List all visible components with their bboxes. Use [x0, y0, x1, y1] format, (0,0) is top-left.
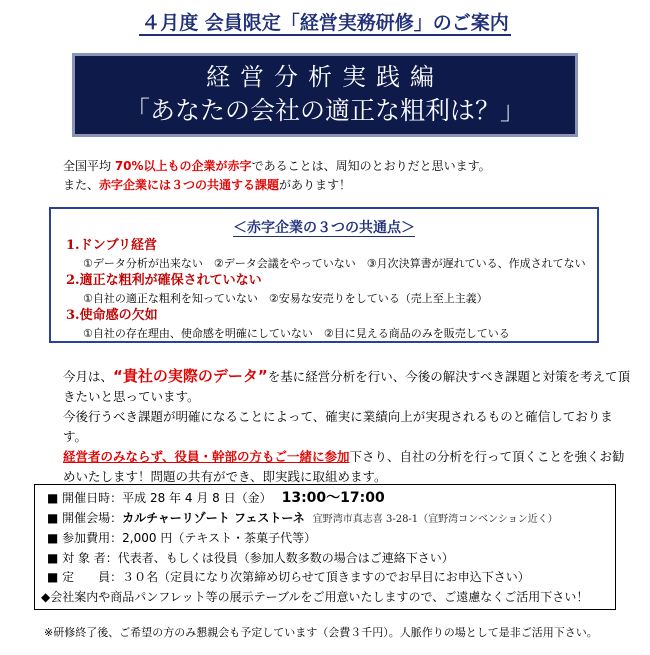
seminar-banner	[72, 53, 578, 137]
body-p3-b: 下さり、自社の分析を行って頂くことを強くお勧めいたします！問題の共有ができ、即実践に取組めます。	[63, 449, 625, 484]
detail-note-row: ◆会社案内や商品パンフレット等の展示テーブルをご用意いたしますので、ご遠慮なくご活用下さい！	[41, 589, 589, 604]
banner-main-title: 「あなたの会社の適正な粗利は？」	[124, 96, 525, 125]
detail-capacity-value: ３０名（定員になり次第締め切らせて頂きますのでお早目にお申込下さい）	[122, 570, 530, 584]
intro-line-2-highlight: 赤字企業には３つの共通する課題	[99, 178, 280, 192]
detail-target-row	[47, 549, 615, 569]
intro-line-2-a: また、	[63, 178, 100, 192]
detail-time-value: 13:00〜17:00	[281, 490, 385, 506]
common-points-heading-text: ＜赤字企業の３つの共通点＞	[233, 220, 415, 236]
common-point-detail-3: ①自社の存在理由、使命感を明確にしていない ②目に見える商品のみを販売している	[83, 327, 510, 340]
body-p1-quote: “貴社の実際のデータ”	[113, 367, 268, 385]
intro-line-2-b: があります！	[279, 178, 352, 192]
detail-venue-row	[47, 509, 615, 530]
detail-venue-value: カルチャーリゾート フェストーネ	[122, 510, 305, 525]
intro-line-1-b: であることは、周知のとおりだと思います。	[251, 159, 491, 173]
detail-date-row	[47, 489, 615, 509]
banner-subtitle: 経営分析実践編	[206, 63, 444, 91]
page-title	[0, 8, 650, 35]
body-text	[63, 366, 633, 487]
detail-target-value: 代表者、もしくは役員（参加人数多数の場合はご連絡下さい）	[117, 550, 454, 565]
body-p1-a: 今月は、	[63, 369, 114, 384]
page-title-text: ４月度 会員限定「経営実務研修」のご案内	[141, 12, 509, 34]
intro-line-1-highlight: 70%以上もの企業が赤字	[114, 159, 252, 173]
common-point-detail-1: ①データ分析が出来ない ②データ会議をやっていない ③月次決算書が遅れている、作成されてない	[83, 257, 586, 270]
detail-venue-label: ■ 開催会場：	[47, 510, 123, 525]
common-point-title-1: 1.ドンブリ経営	[66, 238, 158, 253]
common-point-title-3: 3.使命感の欠如	[66, 308, 158, 323]
detail-fee-value: 2,000 円（テキスト・茶菓子代等）	[122, 531, 317, 545]
intro-text	[63, 157, 623, 195]
intro-line-1-a: 全国平均	[63, 159, 115, 173]
body-p3-highlight: 経営者のみならず、役員・幹部の方もご一緒に参加	[63, 449, 350, 464]
event-details-box	[34, 484, 616, 610]
body-paragraph-3	[63, 447, 633, 487]
common-points-box	[49, 207, 599, 343]
detail-fee-label: ■ 参加費用：	[47, 531, 123, 545]
common-point-detail-2: ①自社の適正な粗利を知っていない ②安易な安売りをしている（売上至上主義）	[83, 292, 488, 305]
body-paragraph-2: 今後行うべき課題が明確になることによって、確実に業績向上が実現されるものと確信しております。	[63, 409, 613, 444]
intro-line-1	[63, 157, 623, 176]
detail-date-value: 平成 28 年 4 月 8 日（金）	[122, 491, 272, 505]
body-paragraph-1	[63, 366, 633, 407]
detail-capacity-row	[47, 568, 615, 588]
common-point-title-2: 2.適正な粗利が確保されていない	[66, 273, 262, 288]
detail-fee-row	[47, 529, 615, 549]
detail-capacity-label: ■ 定 員：	[47, 570, 123, 584]
intro-line-2	[63, 176, 623, 195]
detail-date-label: ■ 開催日時：	[47, 491, 123, 505]
body-p1-b: を基に経営分析を行い、今後の解決すべき課題と対策を考えて頂きたいと思っています。	[63, 369, 630, 404]
footnote: ※研修終了後、ご希望の方のみ懇親会も予定しています（会費３千円）。人脈作りの場として是非ご活用下さい。	[44, 626, 598, 639]
common-points-heading	[51, 217, 597, 237]
detail-venue-address: 宜野湾市真志喜 3-28-1（宜野湾コンベンション近く）	[312, 513, 558, 525]
detail-target-label: ■ 対 象 者：	[47, 550, 118, 565]
